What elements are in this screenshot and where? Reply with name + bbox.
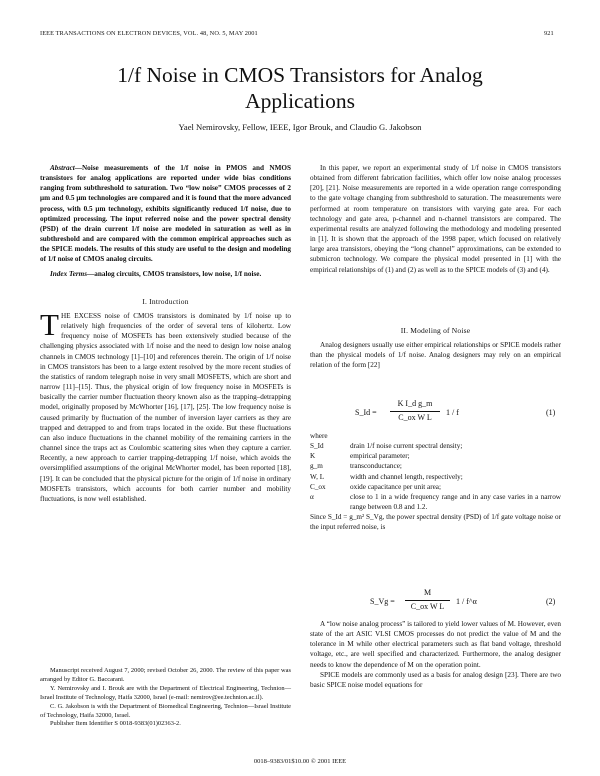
definition-text: drain 1/f noise current spectral density; — [350, 442, 463, 451]
eq1-number: (1) — [546, 408, 556, 417]
equation-2 — [310, 588, 561, 616]
definition-row — [310, 441, 561, 451]
symbol-definitions — [310, 441, 561, 512]
eq2-factor: 1 / f^α — [456, 597, 477, 606]
eq1-fraction-bar — [390, 411, 440, 412]
spice-paragraph: SPICE models are commonly used as a basis for analog design [23]. There are two basic SPICE noise model equations for — [310, 670, 561, 689]
paper-title — [0, 62, 600, 114]
section-2-heading: II. Modeling of Noise — [400, 326, 471, 335]
definition-symbol: K — [310, 452, 316, 461]
definition-symbol: W, L — [310, 472, 325, 481]
definition-symbol: α — [310, 492, 314, 501]
modeling-text: Analog designers usually use either empirical relationships or SPICE models rather than the physical models of 1/f noise. Analog designers may rely on an empirical relation of the form [22] — [310, 341, 561, 370]
abstract-text: Noise measurements of the 1/f noise in PMOS and NMOS transistors for analog applications are reported under wide bias conditions ranging from subthreshold to saturation. Two “low noise” CMOS processes of 2 μm and 0.5 μm technologies are compared and it is found that the more advanced process, with 0.5 μm technology, exhibits significantly reduced 1/f noise, due to optimized processing. The input referred noise and the power spectral density (PSD) of the drain current 1/f noise are modeled in saturation as well as in subthreshold and are compared with the common empirical approaches such as the SPICE models. The results of this study are useful to the design and modeling of 1/f noise of CMOS analog circuits. — [40, 164, 291, 264]
where-label: where — [310, 432, 328, 440]
drop-cap: T — [40, 307, 59, 342]
intro-paragraph-2: In this paper, we report an experimental study of 1/f noise in CMOS transistors obtained from different fabrication facilities, which offer low noise analog processes [20], [21]. Noise measurements are reported in a wide operation range corresponding to the gate voltage changing from subthreshold to saturation. The measurements were performed at room temperature on transistors with varying gate area. For each technology and gate area, p-channel and n-channel transistors are compared. The experimental results are analyzed following the methodology and modeling presented in [1]. It is shown that the approach of the 1998 paper, which focused on relatively large area transistors, obeying the “long channel” approximations, can be extended to submicron technology. We compare the physical model presented in [1] with the empirical relationships of (1) and (2) as well as to the SPICE models of (3) and (4). — [310, 164, 561, 274]
footnote-authors-1: Y. Nemirovsky and I. Brouk are with the Department of Electrical Engineering, Technion—Israel Institute of Technology, Haifa 32000, Israel (e-mail: nemirov@ee.technion.ac.il). — [40, 684, 291, 701]
definition-symbol: C_ox — [310, 482, 326, 491]
since-paragraph: Since S_Id = g_m² S_Vg, the power spectral density (PSD) of 1/f gate voltage noise or the input referred noise, is — [310, 513, 561, 532]
footnote-authors-2: C. G. Jakobson is with the Department of Biomedical Engineering, Technion—Israel Institute of Technology, Haifa 32000, Israel. — [40, 702, 291, 719]
abstract-label: Abstract— — [50, 164, 82, 172]
definition-text: width and channel length, respectively; — [350, 472, 463, 481]
eq1-denominator: C_ox W L — [398, 413, 432, 422]
page-number: 921 — [544, 30, 554, 37]
eq2-lhs: S_Vg = — [370, 597, 395, 606]
eq1-numerator: K I_d g_m — [397, 399, 433, 408]
eq2-numerator: M — [423, 588, 432, 597]
definition-row — [310, 492, 561, 512]
low-noise-paragraph: A “low noise analog process” is tailored to yield lower values of M. However, even state of the art ASIC VLSI CMOS processes do not predict the value of M and the tolerance in M while other electrical parameters such as flat band voltage, threshold voltage, etc., are well specified and characterized. Furthermore, the analog designer needs to know the dependence of M on the operation point. — [310, 620, 561, 669]
right-column-intro — [310, 163, 561, 275]
equation-1 — [310, 399, 561, 429]
abstract-block — [40, 163, 291, 279]
right-column-tail — [310, 619, 561, 690]
index-terms-text: analog circuits, CMOS transistors, low noise, 1/f noise. — [94, 269, 262, 278]
definition-row — [310, 472, 561, 482]
definition-symbol: g_m — [310, 462, 323, 471]
intro-paragraph — [40, 307, 291, 504]
where-block — [310, 431, 561, 533]
section-1-heading: I. Introduction — [142, 297, 189, 306]
eq2-number: (2) — [546, 597, 556, 606]
definition-symbol: S_Id — [310, 442, 324, 451]
copyright-line: 0018–9383/01$10.00 © 2001 IEEE — [253, 758, 347, 765]
definition-text: transconductance; — [350, 462, 402, 471]
author-list: Yael Nemirovsky, Fellow, IEEE, Igor Brouk, and Claudio G. Jakobson — [178, 122, 422, 132]
definition-text: close to 1 in a wide frequency range and in any case varies in a narrow range between 0.8 and 1.2. — [350, 492, 561, 512]
footnote-received: Manuscript received August 7, 2000; revised October 26, 2000. The review of this paper was arranged by Editor G. Baccarani. — [40, 667, 291, 683]
eq2-denominator: C_ox W L — [410, 602, 445, 611]
definition-row — [310, 451, 561, 461]
eq1-factor: 1 / f — [446, 408, 459, 417]
footnote-pii: Publisher Item Identifier S 0018-9383(01)02363-2. — [50, 720, 181, 728]
title-line-1: 1/f Noise in CMOS Transistors for Analog — [117, 63, 483, 87]
eq1-lhs: S_Id = — [355, 408, 377, 417]
index-terms-label: Index Terms— — [50, 269, 95, 278]
intro-text: noise of CMOS transistors is dominated by 1/f noise up to relatively high frequencies of the order of several tens of kilohertz. Low frequency noise of MOSFETs has been extensively studied because of the challenging physics associated with 1/f noise and the need to design low noise analog channels in CMOS technology [1]–[10] and references therein. The origin of 1/f noise in CMOS transistors has been to a large extent resolved by the more recent studies of the statistics of random telegraph noise in very small MOSFETS, which are short and narrow [11]–[15]. Thus, the physical origin of low frequency noise in MOSFETs is basically the carrier number fluctuation theory known also as the trapping–detrapping model, originally proposed by McWhorter [16], [17], [25]. The low frequency noise is caused primarily by fluctuation of the number of inversion layer carriers as they are trapped and detrapped to and from traps located in the oxide. But these fluctuations can also induce fluctuations in the channel mobility of the remaining carriers in the channel since the traps act as Coulombic scattering sites when they capture a carrier. Recently, a new approach to carrier trapping-detrapping 1/f noise, which avoids the oversimplified assumptions of the original McWhorter model, has been reported [18], [19]. It can be concluded that the physical picture for the origin of 1/f noise in ordinary MOSFETs transistors, which accounts for both carrier number and mobility fluctuations, is now well established. — [40, 312, 291, 503]
eq2-fraction-bar — [405, 600, 450, 601]
definition-row — [310, 461, 561, 471]
footnotes — [40, 667, 291, 729]
definition-text: oxide capacitance per unit area; — [350, 482, 441, 491]
modeling-paragraph — [310, 340, 561, 370]
intro-first-word: HE EXCESS — [60, 312, 101, 320]
definition-text: empirical parameter; — [350, 452, 410, 461]
running-header: IEEE TRANSACTIONS ON ELECTRON DEVICES, VOL. 48, NO. 5, MAY 2001 — [40, 30, 258, 37]
title-line-2: Applications — [245, 89, 355, 113]
definition-row — [310, 482, 561, 492]
